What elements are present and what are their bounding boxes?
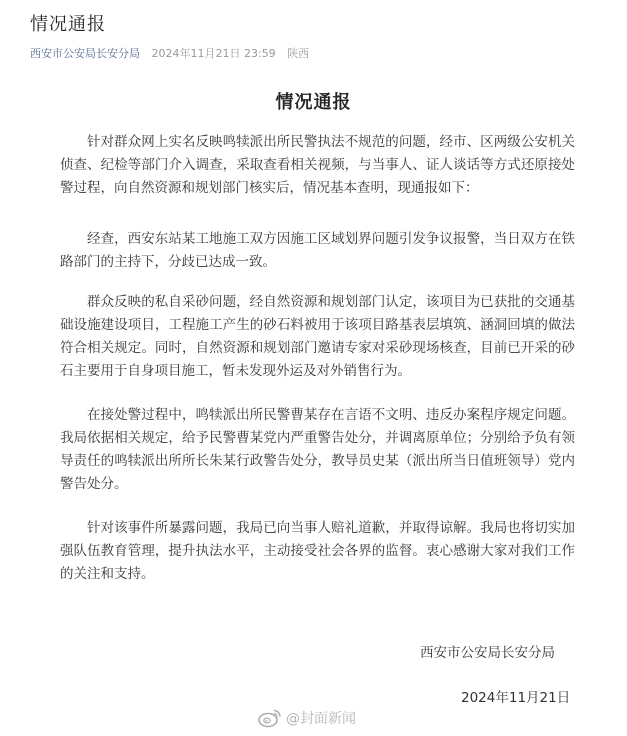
paragraph-discipline: 在接处警过程中，鸣犊派出所民警曹某存在言语不文明、违反办案程序规定问题。我局依据相关规定，给予民警曹某党内严重警告处分，并调离原单位；分别给予负有领导责任的鸣犊派出所所长朱某行政警告处分，教导员史某（派出所当日值班领导）党内警告处分。 (60, 407, 575, 492)
signature: 西安市公安局长安分局 (420, 645, 555, 661)
weibo-icon (258, 708, 282, 728)
paragraph-sand-mining: 群众反映的私自采砂问题，经自然资源和规划部门认定，该项目为已获批的交通基础设施建设项目，工程施工产生的砂石料被用于该项目路基表层填筑、涵洞回填的做法符合相关规定。同时，自然资源和规划部门邀请专家对采砂现场核查，目前已开采的砂石主要用于自身项目施工，暂未发现外运及对外销售行为。 (60, 294, 575, 379)
watermark (258, 708, 356, 728)
page-title: 情况通报 (30, 14, 106, 35)
paragraph-investigation: 经查，西安东站某工地施工双方因施工区域划界问题引发争议报警，当日双方在铁路部门的主持下，分歧已达成一致。 (60, 231, 575, 270)
document-heading: 情况通报 (275, 92, 352, 113)
document-date: 2024年11月21日 (461, 690, 571, 706)
author-link[interactable]: 西安市公安局长安分局 (30, 47, 140, 60)
article-meta (30, 45, 309, 61)
publish-datetime: 2024年11月21日 23:59 (151, 47, 276, 60)
publish-location: 陕西 (287, 47, 310, 60)
paragraph-apology: 针对该事件所暴露问题，我局已向当事人赔礼道歉，并取得谅解。我局也将切实加强队伍教育管理，提升执法水平，主动接受社会各界的监督。衷心感谢大家对我们工作的关注和支持。 (60, 520, 575, 582)
watermark-text: @封面新闻 (286, 711, 356, 727)
paragraph-intro: 针对群众网上实名反映鸣犊派出所民警执法不规范的问题，经市、区两级公安机关侦查、纪检等部门介入调查，采取查看相关视频，与当事人、证人谈话等方式还原接处警过程，向自然资源和规划部门核实后，情况基本查明，现通报如下： (60, 134, 575, 196)
